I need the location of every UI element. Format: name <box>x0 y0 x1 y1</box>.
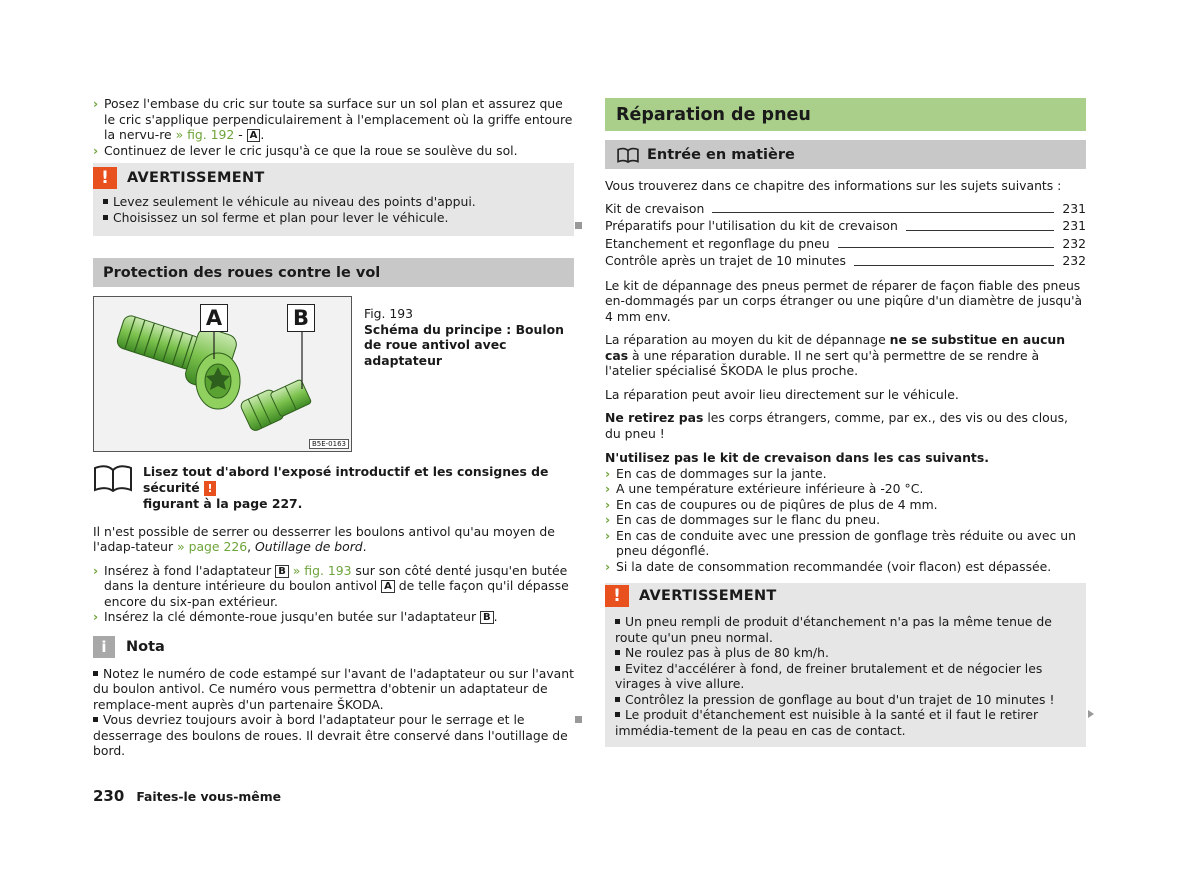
arrow-icon: › <box>605 481 611 496</box>
arrow-icon: › <box>605 558 611 574</box>
fig-link[interactable]: » fig. 193 <box>288 562 352 578</box>
note-header <box>93 634 574 660</box>
warning-header <box>93 163 574 191</box>
toc-leader <box>906 230 1054 231</box>
no-substitute-paragraph: La réparation au moyen du kit de dépannage ne se substitue en aucun cas à une réparation durable. Il ne sert qu'à permettre de se rendre à l'atelier spécialisé ŠKODA le plus proche. <box>605 332 1066 378</box>
step-item <box>93 609 574 625</box>
info-icon: i <box>93 636 115 658</box>
arrow-icon: › <box>605 512 611 527</box>
bullet-square-icon <box>615 666 620 671</box>
arrow-icon: › <box>605 527 611 543</box>
figure-image <box>93 296 352 452</box>
page-number: 230 <box>93 787 125 805</box>
arrow-icon: › <box>93 96 99 111</box>
warning-item: Le produit d'étanchement est nuisible à la santé et il faut le retirer immédia-tement de la peau en cas de contact. <box>615 707 1039 738</box>
toc-row[interactable]: Contrôle après un trajet de 10 minutes 232 <box>605 253 1086 268</box>
warning-icon: ! <box>93 167 117 189</box>
warning-item: Ne roulez pas à plus de 80 km/h. <box>615 645 1076 661</box>
label-box: B <box>480 611 494 624</box>
bullet-square-icon <box>103 215 108 220</box>
figure-number: Fig. 193 <box>364 306 414 321</box>
arrow-icon: › <box>605 496 611 512</box>
figure-caption-text: Schéma du principe : Boulon de roue antivol avec adaptateur <box>364 321 564 368</box>
end-marker-icon <box>575 716 582 723</box>
chapter-title: Réparation de pneu <box>605 98 1086 131</box>
bullet-square-icon <box>615 619 620 624</box>
warning-icon: ! <box>605 585 629 607</box>
do-not-remove-paragraph: Ne retirez pas les corps étrangers, comme, par ex., des vis ou des clous, du pneu ! <box>605 410 1068 441</box>
toc-leader <box>838 247 1055 248</box>
page-link[interactable]: » page 226 <box>177 539 248 554</box>
label-box: A <box>381 580 395 593</box>
warning-body <box>93 191 574 233</box>
figure-label-b: B <box>287 304 315 332</box>
figure-caption <box>364 296 564 452</box>
on-vehicle-paragraph: La réparation peut avoir lieu directement sur le véhicule. <box>605 386 959 402</box>
bullet-square-icon <box>93 717 98 722</box>
step-item <box>93 563 574 610</box>
arrow-icon: › <box>93 562 99 578</box>
arrow-icon: › <box>93 609 99 624</box>
continue-arrow-icon <box>1088 710 1094 718</box>
fig-link[interactable]: » fig. 192 <box>175 127 235 142</box>
intro-steps <box>93 96 574 158</box>
case-item: › En cas de conduite avec une pression de gonflage très réduite ou avec un pneu dégonflé. <box>605 527 1076 558</box>
arrow-icon: › <box>93 142 99 158</box>
bullet-square-icon <box>615 650 620 655</box>
warning-item: Contrôlez la pression de gonflage au bout d'un trajet de 10 minutes ! <box>615 692 1076 708</box>
step-text: Insérez à fond l'adaptateur B » fig. 193 sur son côté denté jusqu'en butée dans la denture intérieure du boulon antivol A de telle façon qu'il dépasse encore du six-pan extérieur. <box>104 562 569 609</box>
toc-leader <box>854 265 1054 266</box>
left-column <box>93 96 574 759</box>
repair-kit-paragraph: Le kit de dépannage des pneus permet de réparer de façon fiable des pneus en-dommagés par un corps étranger ou une piqûre d'un diamètre de jusqu'à 4 mm env. <box>605 277 1083 324</box>
warning-header <box>605 583 1086 609</box>
label-box: B <box>275 565 289 578</box>
arrow-icon: › <box>605 465 611 481</box>
book-icon <box>617 147 639 163</box>
toc-leader <box>712 212 1054 213</box>
warning-box <box>93 163 574 236</box>
step-text: Continuez de lever le cric jusqu'à ce que la roue se soulève du sol. <box>104 142 518 158</box>
safety-warning-icon: ! <box>204 481 216 497</box>
figure-label-a: A <box>200 304 228 332</box>
figure-code: B5E-0163 <box>309 439 349 449</box>
step-item <box>93 96 574 143</box>
toc-list <box>605 200 1086 270</box>
warning-box <box>605 583 1086 747</box>
step-text: Insérez la clé démonte-roue jusqu'en butée sur l'adaptateur B . <box>104 609 498 624</box>
warning-title: AVERTISSEMENT <box>127 170 265 186</box>
warning-item: Un pneu rempli de produit d'étanchement n'a pas la même tenue de route qu'un pneu normal. <box>615 614 1052 645</box>
section-title: Protection des roues contre le vol <box>93 258 574 287</box>
note-item: Vous devriez toujours avoir à bord l'adaptateur pour le serrage et le desserrage des boulons de roues. Il devrait être conservé dans l'outillage de bord. <box>93 712 568 758</box>
step-item <box>93 143 574 159</box>
book-icon <box>93 464 133 492</box>
figure-row <box>93 296 574 452</box>
page-footer <box>93 787 281 805</box>
step-text: Posez l'embase du cric sur toute sa surface sur un sol plan et assurez que le cric s'applique perpendiculairement à l'emplacement où la griffe entoure la nervu-re » fig. 192 - A . <box>104 96 573 142</box>
steps-list <box>93 563 574 625</box>
note-box <box>93 634 574 759</box>
adapter-paragraph: Il n'est possible de serrer ou desserrer les boulons antivol qu'au moyen de l'adap-tateur » page 226, Outillage de bord. <box>93 523 555 554</box>
warning-item: Evitez d'accélérer à fond, de freiner brutalement et de négocier les virages à vive allure. <box>615 660 1043 691</box>
case-item: › Si la date de consommation recommandée (voir flacon) est dépassée. <box>605 558 1052 574</box>
toc-row[interactable]: Etanchement et regonflage du pneu 232 <box>605 235 1086 251</box>
bullet-square-icon <box>615 712 620 717</box>
chapter-intro: Vous trouverez dans ce chapitre des informations sur les sujets suivants : <box>605 178 1062 193</box>
note-title: Nota <box>126 638 165 655</box>
label-box: A <box>247 129 261 142</box>
cases-title: N'utilisez pas le kit de crevaison dans les cas suivants. <box>605 450 989 465</box>
warning-item: Choisissez un sol ferme et plan pour lever le véhicule. <box>103 210 564 226</box>
bullet-square-icon <box>103 199 108 204</box>
case-item: › A une température extérieure inférieure à -20 °C. <box>605 481 924 496</box>
end-marker-icon <box>575 222 582 229</box>
case-item: › En cas de dommages sur le flanc du pneu. <box>605 512 881 527</box>
toc-row[interactable]: Kit de crevaison 231 <box>605 200 1086 216</box>
warning-body <box>605 609 1086 746</box>
read-first-text: Lisez tout d'abord l'exposé introductif et les consignes de sécurité <box>143 464 549 495</box>
footer-section: Faites-le vous-même <box>136 789 282 804</box>
toc-row[interactable]: Préparatifs pour l'utilisation du kit de crevaison 231 <box>605 218 1086 233</box>
read-first-note <box>93 464 574 512</box>
right-column <box>605 98 1086 747</box>
read-first-page: figurant à la page 227. <box>143 496 303 511</box>
warning-title: AVERTISSEMENT <box>639 588 777 604</box>
case-item: › En cas de dommages sur la jante. <box>605 465 827 481</box>
bullet-square-icon <box>93 671 98 676</box>
bullet-square-icon <box>615 697 620 702</box>
subsection-title: Entrée en matière <box>605 140 1086 169</box>
cases-list <box>605 466 1086 575</box>
note-item: Notez le numéro de code estampé sur l'avant de l'adaptateur ou sur l'avant du boulon antivol. Ce numéro vous permettra d'obtenir un adaptateur de remplace-ment auprès d'un partenaire ŠKODA. <box>93 665 574 712</box>
warning-item: Levez seulement le véhicule au niveau des points d'appui. <box>103 194 564 210</box>
case-item: › En cas de coupures ou de piqûres de plus de 4 mm. <box>605 496 938 512</box>
